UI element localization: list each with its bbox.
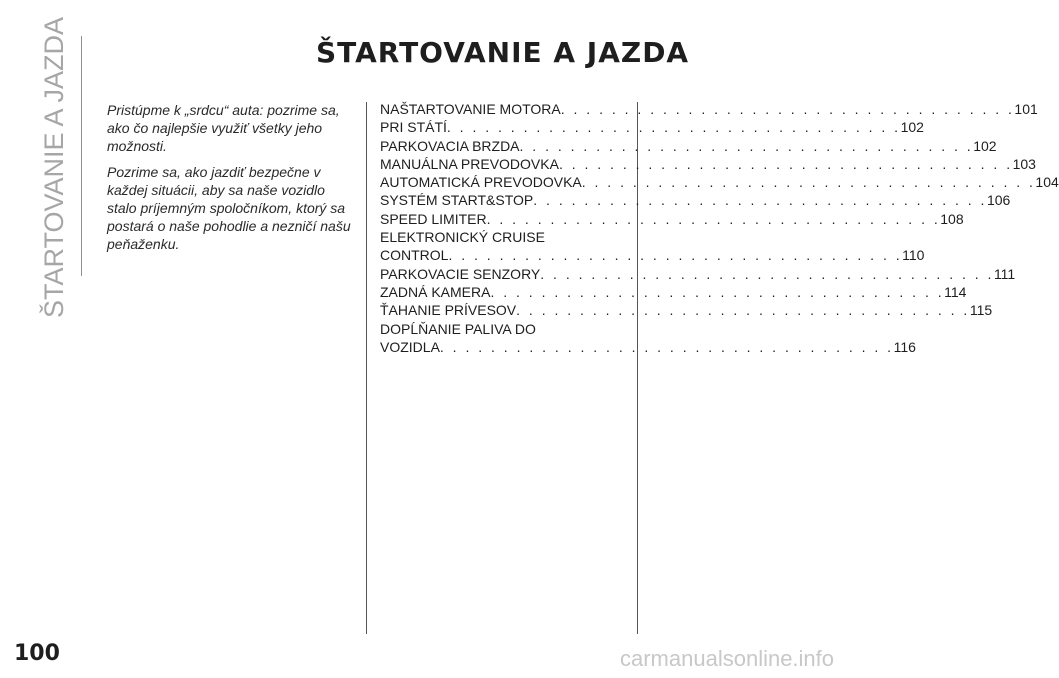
side-section-title <box>30 16 80 319</box>
toc-entry-page: 114 <box>944 283 967 300</box>
toc-entry-title: MANUÁLNA PREVODOVKA <box>380 155 559 172</box>
toc-leader-dots: . . . . . . . . . . . . . . . . . . . . . . . . . . . . . . . . . . . . <box>448 247 903 264</box>
toc-entry-page: 102 <box>900 119 924 136</box>
toc-entry-title-line1: DOPĹŇANIE PALIVA DO <box>380 320 536 337</box>
toc-entry[interactable] <box>380 320 916 357</box>
toc-leader-dots: . . . . . . . . . . . . . . . . . . . . . . . . . . . . . . . . . . . . <box>533 192 987 209</box>
toc-entry-page: 101 <box>1014 101 1038 117</box>
table-of-contents <box>380 100 1059 356</box>
toc-entry[interactable] <box>380 191 1011 209</box>
toc-entry-title: PARKOVACIA BRZDA <box>380 137 520 154</box>
intro-paragraph: Pozrime sa, ako jazdiť bezpečne v každej situácii, aby sa naše vozidlo stalo príjemným spoločníkom, ktorý sa postará o naše pohodlie a nezničí našu peňaženku. <box>107 164 351 252</box>
toc-entry-title-line1: ELEKTRONICKÝ CRUISE <box>380 229 545 246</box>
page-title: ŠTARTOVANIE A JAZDA <box>316 36 690 69</box>
toc-entry[interactable] <box>380 137 997 155</box>
toc-entry[interactable] <box>380 210 964 228</box>
toc-entry[interactable] <box>380 118 924 136</box>
toc-entry-title: CONTROL <box>380 247 449 264</box>
toc-leader-dots: . . . . . . . . . . . . . . . . . . . . . . . . . . . . . . . . . . . . <box>519 137 974 154</box>
toc-leader-dots: . . . . . . . . . . . . . . . . . . . . . . . . . . . . . . . . . . . . <box>486 210 941 227</box>
toc-leader-dots: . . . . . . . . . . . . . . . . . . . . . . . . . . . . . . . . . . . . <box>560 101 1015 117</box>
toc-entry-page: 106 <box>986 192 1011 209</box>
intro-text <box>107 101 357 261</box>
toc-entry-title: SYSTÉM START&STOP <box>380 192 534 209</box>
toc-entry-page: 104 <box>1035 174 1059 191</box>
toc-entry-title: PARKOVACIE SENZORY <box>380 265 541 282</box>
toc-leader-dots: . . . . . . . . . . . . . . . . . . . . . . . . . . . . . . . . . . . . <box>558 155 1013 172</box>
toc-leader-dots: . . . . . . . . . . . . . . . . . . . . . . . . . . . . . . . . . . . . <box>540 265 994 282</box>
toc-entry[interactable] <box>380 155 1036 173</box>
toc-entry-title: ZADNÁ KAMERA <box>380 283 491 300</box>
watermark: carmanualsonline.info <box>620 646 835 671</box>
toc-entry[interactable] <box>380 100 1038 118</box>
toc-entry-title: PRI STÁTÍ <box>380 119 447 136</box>
toc-entry[interactable] <box>380 301 993 319</box>
intro-paragraph: Pristúpme k „srdcu“ auta: pozrime sa, ako čo najlepšie využiť všetky jeho možnosti. <box>107 102 340 154</box>
toc-entry-title: VOZIDLA <box>380 338 440 355</box>
toc-entry-title: ŤAHANIE PRÍVESOV <box>380 302 517 319</box>
toc-leader-dots: . . . . . . . . . . . . . . . . . . . . . . . . . . . . . . . . . . . . <box>439 338 894 355</box>
toc-entry-page: 110 <box>902 247 925 264</box>
toc-leader-dots: . . . . . . . . . . . . . . . . . . . . . . . . . . . . . . . . . . . . <box>490 283 945 300</box>
toc-entry[interactable] <box>380 283 967 301</box>
side-section-title-text: ŠTARTOVANIE A JAZDA <box>39 16 70 319</box>
column-divider-left <box>366 102 367 634</box>
toc-entry-page: 111 <box>993 265 1016 282</box>
toc-entry-title: SPEED LIMITER <box>380 210 487 227</box>
toc-entry-page: 102 <box>973 137 997 154</box>
toc-entry-page: 103 <box>1012 155 1036 172</box>
toc-entry-title: AUTOMATICKÁ PREVODOVKA <box>380 174 582 191</box>
toc-leader-dots: . . . . . . . . . . . . . . . . . . . . . . . . . . . . . . . . . . . . <box>581 174 1036 191</box>
toc-entry-page: 108 <box>940 210 964 227</box>
toc-leader-dots: . . . . . . . . . . . . . . . . . . . . . . . . . . . . . . . . . . . . <box>446 119 901 136</box>
toc-entry-line2 <box>380 246 925 264</box>
toc-entry-page: 115 <box>969 302 993 319</box>
toc-entry-title: NAŠTARTOVANIE MOTORA <box>380 101 561 117</box>
toc-entry-line2 <box>380 338 916 356</box>
side-divider <box>81 36 82 276</box>
toc-entry[interactable] <box>380 173 1059 191</box>
toc-entry[interactable] <box>380 228 925 265</box>
toc-leader-dots: . . . . . . . . . . . . . . . . . . . . . . . . . . . . . . . . . . . . <box>516 302 970 319</box>
toc-entry-page: 116 <box>893 338 916 355</box>
toc-entry[interactable] <box>380 265 1016 283</box>
page-number: 100 <box>14 641 60 666</box>
